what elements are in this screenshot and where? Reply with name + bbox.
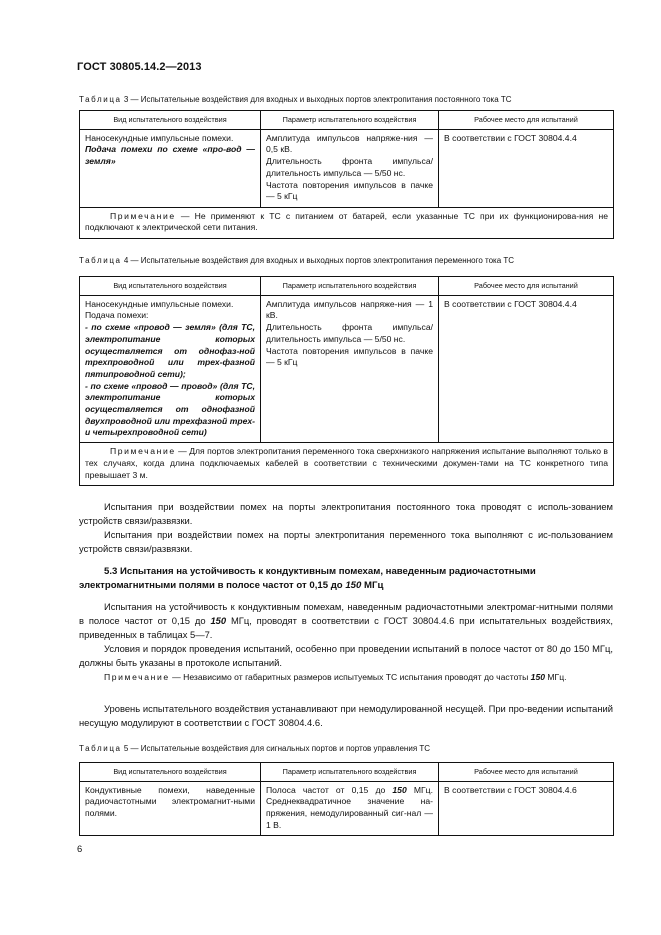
table3-cell-param (261, 129, 439, 207)
table3-type-bold: Подача помехи по схеме «про-вод — земля» (85, 144, 255, 167)
paragraph-conducted-tests (79, 600, 613, 641)
section-heading-line1: 5.3 Испытания на устойчивость к кондуктивным помехам, наведенным радиочастотными (104, 566, 536, 577)
table4-param-frequency: Частота повторения импульсов в пачке — 5 кГц (266, 345, 433, 368)
note-frequency-number: 150 (530, 672, 546, 682)
note-frequency-text: — Независимо от габаритных размеров испытуемых ТС испытания проводят до частоты (169, 672, 531, 682)
table5-caption-label: Таблица (79, 744, 122, 753)
table3-header-row (80, 111, 614, 130)
table5-param-a: Полоса частот от 0,15 до (266, 784, 393, 795)
table3-header-param: Параметр испытательного воздействия (261, 111, 439, 130)
table4-note-text: — Для портов электропитания переменного тока сверхнизкого напряжения испытание выполняют только в тех случаях, когда длина подключаемых кабелей в соответствии с техническими докумен-тами на ТС конкретного типа превышает 3 м. (85, 446, 608, 480)
table4-type-line1: Наносекундные импульсные помехи. (85, 298, 234, 309)
table4-header-row (80, 277, 614, 296)
table5 (79, 762, 614, 836)
page-number: 6 (77, 843, 83, 854)
table5-param-frequency: 150 (392, 784, 407, 795)
table5-cell-place: В соответствии с ГОСТ 30804.4.6 (439, 781, 614, 835)
table3-type-plain: Наносекундные импульсные помехи. (85, 132, 234, 143)
table4-param-duration: Длительность фронта импульса/ длительность импульса — 5/50 нс. (266, 322, 433, 344)
table5-param-b: МГц. Среднеквадратичное значение на-пряжения, немодулированный сиг-нал — 1 В. (266, 784, 433, 830)
table4-cell-type (80, 295, 261, 442)
table4-cell-place: В соответствии с ГОСТ 30804.4.4 (439, 295, 614, 442)
table3 (79, 110, 614, 239)
table3-note-text: — Не применяют к ТС с питанием от батарей, если указанные ТС при их функционирова-ния не подключают к электрической сети питания. (85, 210, 608, 233)
table4-type-scheme1: - по схеме «провод — земля» (для ТС, электропитание которых осуществляется от однофаз-ной трехпроводной или трех-фазной пятипроводной сети); (85, 322, 255, 379)
table3-caption (79, 95, 512, 104)
table4 (79, 276, 614, 486)
table4-header-param: Параметр испытательного воздействия (261, 277, 439, 296)
table3-caption-text: 3 — Испытательные воздействия для входных и выходных портов электропитания постоянного тока ТС (123, 95, 512, 104)
table3-cell-type (80, 129, 261, 207)
section-heading-5-3 (79, 565, 613, 593)
table-row (80, 129, 614, 207)
document-code: ГОСТ 30805.14.2—2013 (77, 61, 202, 73)
table4-caption-label: Таблица (79, 256, 122, 265)
table5-header-row (80, 763, 614, 782)
paragraph-conducted-tests-a: Испытания на устойчивость к кондуктивным помехам, наведенным радиочастотными электромаг-нитными полями в полосе частот от 0,15 до (79, 601, 613, 626)
table4-note-row (80, 443, 614, 486)
table5-caption (79, 744, 430, 753)
section-heading-unit: МГц (361, 579, 384, 591)
table4-header-type: Вид испытательного воздействия (80, 277, 261, 296)
section-heading-line2: электромагнитными полями в полосе частот от 0,15 до (79, 579, 346, 591)
paragraph-modulation: Уровень испытательного воздействия устанавливают при немодулированной несущей. При про-ведении испытаний несущую модулируют в соответствии с ГОСТ 30804.4.6. (79, 703, 613, 728)
table-row (80, 781, 614, 835)
table5-header-param: Параметр испытательного воздействия (261, 763, 439, 782)
table4-note (80, 443, 614, 486)
section-heading-frequency: 150 (345, 579, 362, 591)
table3-cell-place: В соответствии с ГОСТ 30804.4.4 (439, 129, 614, 207)
table5-header-type: Вид испытательного воздействия (80, 763, 261, 782)
table4-note-label: Примечание (110, 446, 176, 457)
table5-cell-param (261, 781, 439, 835)
table5-cell-type: Кондуктивные помехи, наведенные радиочастотными электромагнит-ными полями. (80, 781, 261, 835)
table3-param-amplitude: Амплитуда импульсов напряже-ния — 0,5 кВ. (266, 132, 433, 155)
table3-note-label: Примечание (110, 210, 176, 221)
table3-param-frequency: Частота повторения импульсов в пачке — 5 кГц (266, 179, 433, 202)
paragraph-conducted-tests-b: МГц, проводят в соответствии с ГОСТ 30804.4.6 при испытательных воздействиях, приведенных в таблицах 5—7. (79, 614, 613, 640)
paragraph-test-conditions: Условия и порядок проведения испытаний, особенно при проведении испытаний в полосе частот от 80 до 150 МГц, должны быть указаны в протоколе испытаний. (79, 643, 613, 668)
table-row (80, 295, 614, 442)
note-frequency-label: Примечание (104, 672, 170, 682)
table3-param-duration: Длительность фронта импульса/ длительность импульса — 5/50 нс. (266, 156, 433, 178)
table3-header-type: Вид испытательного воздействия (80, 111, 261, 130)
table4-param-amplitude: Амплитуда импульсов напряже-ния — 1 кВ. (266, 298, 433, 321)
table5-header-place: Рабочее место для испытаний (439, 763, 614, 782)
note-frequency (79, 671, 613, 684)
table3-note (80, 207, 614, 238)
table4-type-scheme2: - по схеме «провод — провод» (для ТС, электропитание которых осуществляется от однофазной двухпроводной или трехфазной трех- и четырехпроводной сети) (85, 380, 255, 438)
note-frequency-unit: МГц. (545, 672, 567, 682)
paragraph-dc-ports: Испытания при воздействии помех на порты электропитания постоянного тока проводят с исполь-зованием устройств связи/развязки. (79, 501, 613, 526)
paragraph-ac-ports: Испытания при воздействии помех на порты электропитания переменного тока выполняют с ис-пользованием устройств связи/развязки. (79, 529, 613, 554)
table3-header-place: Рабочее место для испытаний (439, 111, 614, 130)
table3-note-row (80, 207, 614, 238)
table5-caption-text: 5 — Испытательные воздействия для сигнальных портов и портов управления ТС (123, 744, 431, 753)
table4-caption (79, 256, 514, 265)
table4-caption-text: 4 — Испытательные воздействия для входных и выходных портов электропитания переменного тока ТС (123, 256, 515, 265)
table4-header-place: Рабочее место для испытаний (439, 277, 614, 296)
table3-caption-label: Таблица (79, 95, 122, 104)
table4-cell-param (261, 295, 439, 442)
paragraph-conducted-tests-frequency: 150 (210, 614, 227, 626)
table4-type-line2: Подача помехи: (85, 310, 149, 321)
